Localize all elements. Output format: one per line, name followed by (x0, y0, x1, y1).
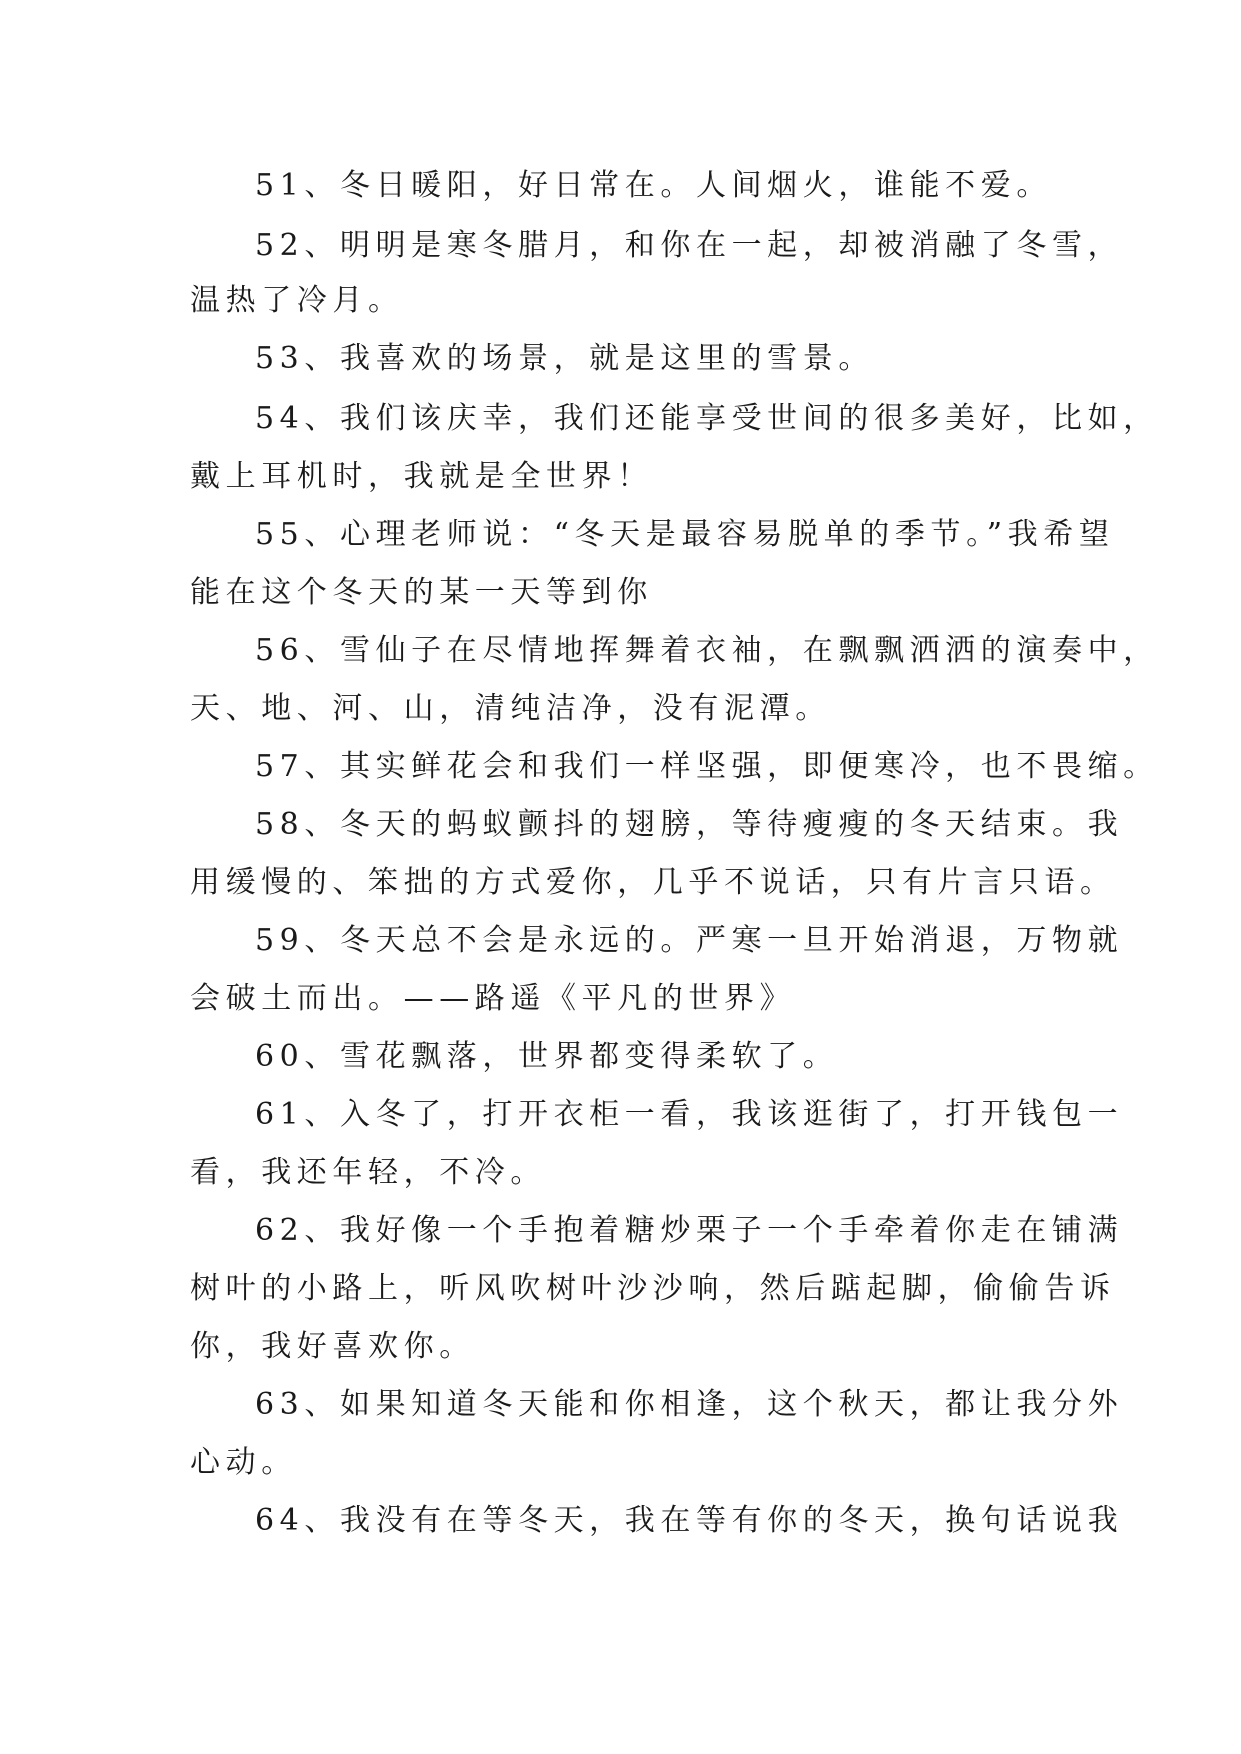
paragraph-59-line-2: 会破土而出。——路遥《平凡的世界》 (190, 981, 796, 1016)
paragraph-56-line-2: 天、地、河、山，清纯洁净，没有泥潭。 (190, 691, 831, 726)
paragraph-58-line-1: 58、冬天的蚂蚁颤抖的翅膀，等待瘦瘦的冬天结束。我 (255, 807, 1124, 842)
paragraph-58-line-2: 用缓慢的、笨拙的方式爱你，几乎不说话，只有片言只语。 (190, 865, 1116, 900)
paragraph-59-line-1: 59、冬天总不会是永远的。严寒一旦开始消退，万物就 (255, 923, 1124, 958)
paragraph-64-line-1: 64、我没有在等冬天，我在等有你的冬天，换句话说我 (255, 1503, 1124, 1538)
paragraph-62-line-1: 62、我好像一个手抱着糖炒栗子一个手牵着你走在铺满 (255, 1213, 1124, 1248)
paragraph-63-line-2: 心动。 (190, 1445, 297, 1480)
paragraph-63-line-1: 63、如果知道冬天能和你相逢，这个秋天，都让我分外 (255, 1387, 1124, 1422)
paragraph-60-line-1: 60、雪花飘落，世界都变得柔软了。 (255, 1039, 839, 1074)
paragraph-56-line-1: 56、雪仙子在尽情地挥舞着衣袖，在飘飘洒洒的演奏中， (255, 633, 1159, 668)
paragraph-51-line-1: 51、冬日暖阳，好日常在。人间烟火，谁能不爱。 (255, 168, 1052, 203)
paragraph-61-line-1: 61、入冬了，打开衣柜一看，我该逛街了，打开钱包一 (255, 1097, 1124, 1132)
paragraph-62-line-2: 树叶的小路上，听风吹树叶沙沙响，然后踮起脚，偷偷告诉 (190, 1271, 1116, 1306)
paragraph-54-line-2: 戴上耳机时，我就是全世界！ (190, 459, 653, 494)
paragraph-61-line-2: 看，我还年轻，不冷。 (190, 1155, 546, 1190)
paragraph-54-line-1: 54、我们该庆幸，我们还能享受世间的很多美好，比如， (255, 401, 1159, 436)
paragraph-62-line-3: 你，我好喜欢你。 (190, 1329, 475, 1364)
paragraph-52-line-2: 温热了冷月。 (190, 283, 404, 318)
paragraph-52-line-1: 52、明明是寒冬腊月，和你在一起，却被消融了冬雪， (255, 228, 1124, 263)
paragraph-53-line-1: 53、我喜欢的场景，就是这里的雪景。 (255, 341, 874, 376)
paragraph-55-line-1: 55、心理老师说：“冬天是最容易脱单的季节。”我希望 (255, 517, 1115, 552)
paragraph-57-line-1: 57、其实鲜花会和我们一样坚强，即便寒冷，也不畏缩。 (255, 749, 1159, 784)
paragraph-55-line-2: 能在这个冬天的某一天等到你 (190, 575, 653, 610)
